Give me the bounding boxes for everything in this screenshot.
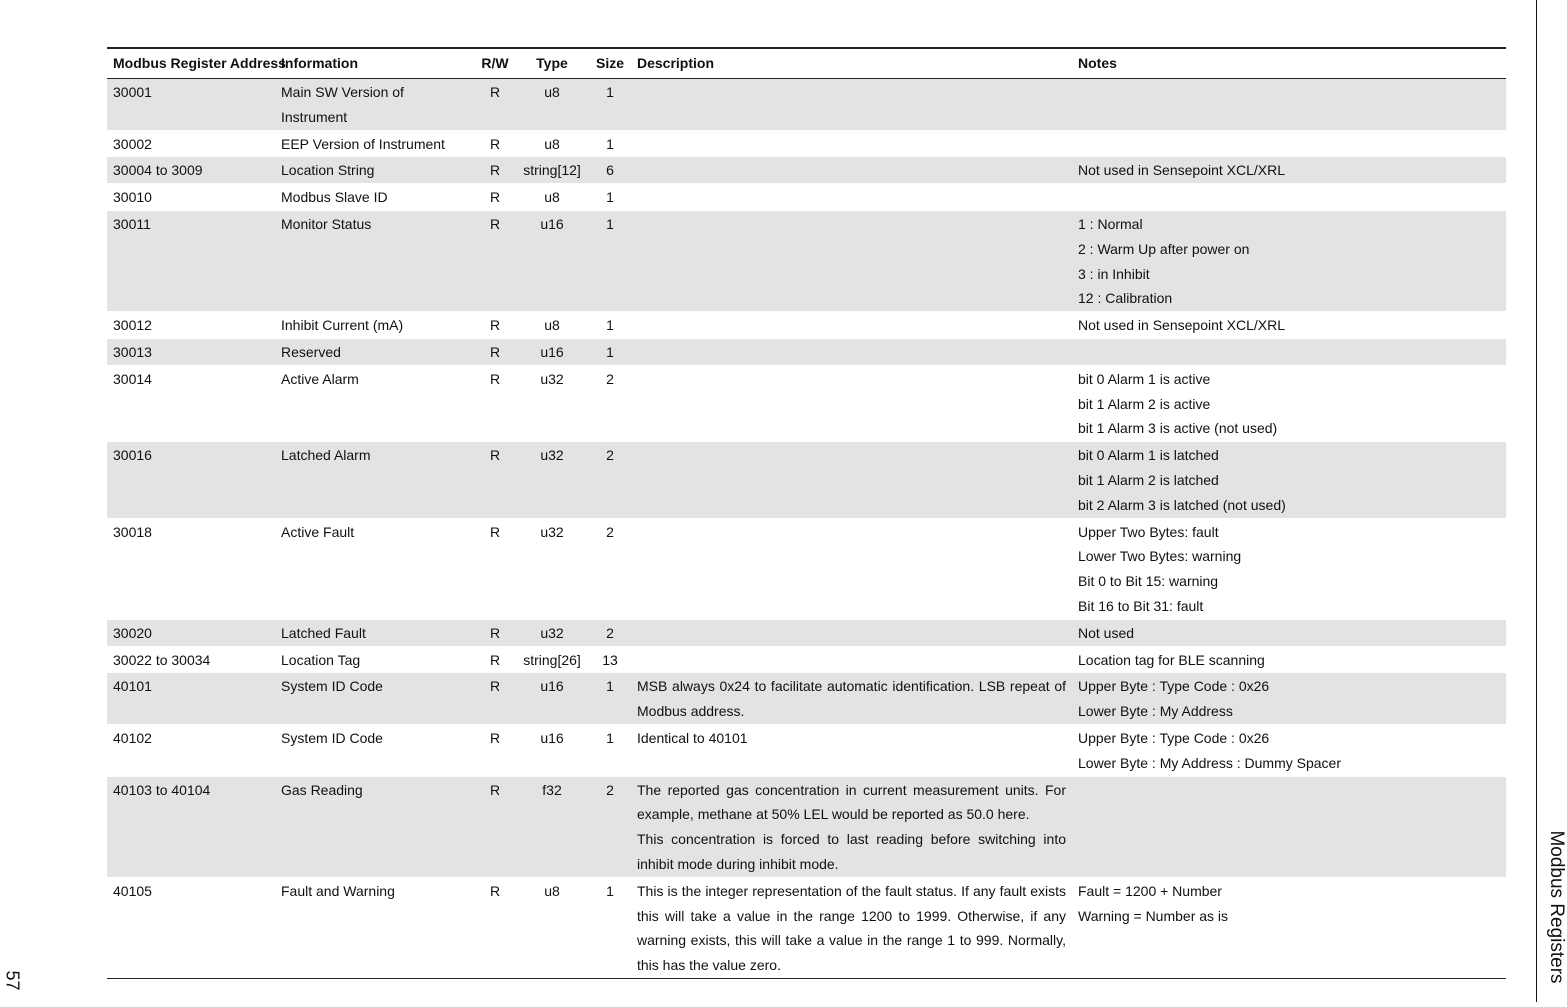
- cell-address: 30022 to 30034: [107, 646, 275, 673]
- header-notes: Notes: [1072, 48, 1506, 79]
- cell-rw: R: [475, 619, 515, 646]
- side-divider: [1536, 0, 1537, 1002]
- table-body: [107, 79, 1506, 979]
- cell-type: u32: [515, 619, 589, 646]
- note-line: bit 0 Alarm 1 is active: [1078, 370, 1211, 387]
- cell-rw: R: [475, 312, 515, 339]
- cell-description: [631, 518, 1072, 619]
- header-type: Type: [515, 48, 589, 79]
- header-description: Description: [631, 48, 1072, 79]
- cell-address: 40101: [107, 673, 275, 725]
- header-address: Modbus Register Address: [107, 48, 275, 79]
- note-line: 1 : Normal: [1078, 215, 1143, 232]
- cell-type: u8: [515, 877, 589, 978]
- cell-rw: R: [475, 210, 515, 311]
- cell-notes: [1072, 157, 1506, 184]
- cell-address: 30010: [107, 184, 275, 211]
- cell-type: u32: [515, 365, 589, 441]
- cell-description: [631, 877, 1072, 978]
- note-line: Location tag for BLE scanning: [1078, 651, 1265, 668]
- table-row: [107, 518, 1506, 619]
- note-line: Bit 16 to Bit 31: fault: [1078, 597, 1204, 614]
- cell-information: Active Alarm: [275, 365, 475, 441]
- cell-notes: [1072, 877, 1506, 978]
- cell-address: 30020: [107, 619, 275, 646]
- cell-rw: R: [475, 442, 515, 518]
- cell-information: Location String: [275, 157, 475, 184]
- note-line: Upper Byte : Type Code : 0x26: [1078, 729, 1270, 746]
- note-line: Fault = 1200 + Number: [1078, 882, 1222, 899]
- cell-size: 2: [589, 365, 631, 441]
- cell-rw: R: [475, 877, 515, 978]
- note-line: bit 0 Alarm 1 is latched: [1078, 447, 1219, 464]
- note-line: Not used in Sensepoint XCL/XRL: [1078, 317, 1286, 334]
- description-paragraph: Identical to 40101: [637, 729, 748, 746]
- cell-description: [631, 130, 1072, 157]
- modbus-register-table: [107, 47, 1506, 979]
- cell-description: [631, 776, 1072, 877]
- table-row: [107, 776, 1506, 877]
- cell-description: [631, 338, 1072, 365]
- cell-information: System ID Code: [275, 724, 475, 776]
- cell-notes: [1072, 673, 1506, 725]
- cell-size: 1: [589, 312, 631, 339]
- cell-type: u16: [515, 210, 589, 311]
- cell-size: 2: [589, 518, 631, 619]
- cell-address: 30012: [107, 312, 275, 339]
- cell-size: 13: [589, 646, 631, 673]
- header-size: Size: [589, 48, 631, 79]
- cell-type: u8: [515, 312, 589, 339]
- table-row: [107, 79, 1506, 131]
- cell-address: 40103 to 40104: [107, 776, 275, 877]
- cell-type: u16: [515, 724, 589, 776]
- note-line: Not used: [1078, 624, 1135, 641]
- cell-rw: R: [475, 79, 515, 131]
- note-line: Lower Byte : My Address: [1078, 703, 1233, 720]
- note-line: 2 : Warm Up after power on: [1078, 240, 1250, 257]
- cell-description: [631, 312, 1072, 339]
- cell-notes: [1072, 776, 1506, 877]
- note-line: bit 2 Alarm 3 is latched (not used): [1078, 496, 1286, 513]
- cell-notes: [1072, 442, 1506, 518]
- cell-rw: R: [475, 646, 515, 673]
- cell-notes: [1072, 646, 1506, 673]
- cell-address: 30013: [107, 338, 275, 365]
- cell-information: Reserved: [275, 338, 475, 365]
- note-line: 3 : in Inhibit: [1078, 265, 1150, 282]
- cell-notes: [1072, 79, 1506, 131]
- cell-information: Fault and Warning: [275, 877, 475, 978]
- cell-notes: [1072, 130, 1506, 157]
- cell-type: string[26]: [515, 646, 589, 673]
- cell-address: 30004 to 3009: [107, 157, 275, 184]
- cell-size: 1: [589, 130, 631, 157]
- cell-information: EEP Version of Instrument: [275, 130, 475, 157]
- cell-description: [631, 184, 1072, 211]
- table-row: [107, 619, 1506, 646]
- cell-size: 1: [589, 877, 631, 978]
- table-row: [107, 673, 1506, 725]
- description-paragraph: MSB always 0x24 to facilitate automatic identification. LSB repeat of Modbus address.: [637, 678, 1066, 720]
- header-information: Information: [275, 48, 475, 79]
- cell-description: [631, 210, 1072, 311]
- cell-information: Monitor Status: [275, 210, 475, 311]
- cell-information: Main SW Version of Instrument: [275, 79, 475, 131]
- cell-description: [631, 79, 1072, 131]
- cell-information: Latched Alarm: [275, 442, 475, 518]
- note-line: bit 1 Alarm 2 is active: [1078, 395, 1211, 412]
- cell-rw: R: [475, 365, 515, 441]
- cell-type: u16: [515, 338, 589, 365]
- cell-size: 2: [589, 776, 631, 877]
- cell-type: f32: [515, 776, 589, 877]
- description-paragraph: The reported gas concentration in current measurement units. For example, methane at 50% LEL would be reported as 50.0 here.: [637, 781, 1066, 823]
- cell-information: Location Tag: [275, 646, 475, 673]
- cell-notes: [1072, 619, 1506, 646]
- cell-description: [631, 157, 1072, 184]
- cell-information: Latched Fault: [275, 619, 475, 646]
- cell-size: 1: [589, 184, 631, 211]
- table-row: [107, 210, 1506, 311]
- note-line: Warning = Number as is: [1078, 907, 1229, 924]
- cell-type: u16: [515, 673, 589, 725]
- table-row: [107, 442, 1506, 518]
- cell-type: u32: [515, 442, 589, 518]
- cell-notes: [1072, 184, 1506, 211]
- section-title: Modbus Registers: [1546, 830, 1567, 984]
- cell-type: u8: [515, 184, 589, 211]
- cell-information: Modbus Slave ID: [275, 184, 475, 211]
- cell-rw: R: [475, 776, 515, 877]
- cell-address: 40102: [107, 724, 275, 776]
- cell-type: string[12]: [515, 157, 589, 184]
- table-row: [107, 877, 1506, 978]
- description-paragraph: This is the integer representation of the fault status. If any fault exists this will take a value in the range 1200 to 1999. Otherwise, if any warning exists, this will take a value in the range 1 to 999. Normally, this has the value zero.: [637, 882, 1066, 974]
- note-line: 12 : Calibration: [1078, 290, 1173, 307]
- cell-size: 6: [589, 157, 631, 184]
- note-line: Lower Byte : My Address : Dummy Spacer: [1078, 754, 1341, 771]
- table-row: [107, 724, 1506, 776]
- cell-rw: R: [475, 724, 515, 776]
- cell-type: u32: [515, 518, 589, 619]
- cell-description: [631, 365, 1072, 441]
- cell-address: 30014: [107, 365, 275, 441]
- cell-description: [631, 442, 1072, 518]
- cell-address: 30011: [107, 210, 275, 311]
- cell-size: 1: [589, 210, 631, 311]
- page-number: 57: [2, 970, 23, 991]
- table-row: [107, 157, 1506, 184]
- cell-address: 30002: [107, 130, 275, 157]
- cell-rw: R: [475, 157, 515, 184]
- note-line: Not used in Sensepoint XCL/XRL: [1078, 162, 1286, 179]
- cell-information: Gas Reading: [275, 776, 475, 877]
- cell-size: 1: [589, 673, 631, 725]
- cell-rw: R: [475, 673, 515, 725]
- table-header-row: [107, 48, 1506, 79]
- cell-address: 30001: [107, 79, 275, 131]
- cell-notes: [1072, 518, 1506, 619]
- cell-rw: R: [475, 130, 515, 157]
- cell-rw: R: [475, 184, 515, 211]
- note-line: bit 1 Alarm 3 is active (not used): [1078, 420, 1278, 437]
- cell-notes: [1072, 210, 1506, 311]
- cell-size: 1: [589, 338, 631, 365]
- note-line: Upper Two Bytes: fault: [1078, 523, 1219, 540]
- cell-notes: [1072, 312, 1506, 339]
- table-row: [107, 130, 1506, 157]
- note-line: Lower Two Bytes: warning: [1078, 548, 1242, 565]
- cell-description: [631, 646, 1072, 673]
- note-line: bit 1 Alarm 2 is latched: [1078, 471, 1219, 488]
- cell-information: Active Fault: [275, 518, 475, 619]
- cell-size: 2: [589, 619, 631, 646]
- table-row: [107, 646, 1506, 673]
- cell-address: 40105: [107, 877, 275, 978]
- cell-size: 1: [589, 79, 631, 131]
- note-line: Bit 0 to Bit 15: warning: [1078, 573, 1219, 590]
- cell-notes: [1072, 338, 1506, 365]
- cell-notes: [1072, 365, 1506, 441]
- cell-description: [631, 673, 1072, 725]
- description-paragraph: This concentration is forced to last reading before switching into inhibit mode during inhibit mode.: [637, 831, 1066, 872]
- note-line: Upper Byte : Type Code : 0x26: [1078, 678, 1270, 695]
- cell-rw: R: [475, 338, 515, 365]
- cell-address: 30016: [107, 442, 275, 518]
- cell-type: u8: [515, 79, 589, 131]
- table-row: [107, 338, 1506, 365]
- cell-information: Inhibit Current (mA): [275, 312, 475, 339]
- cell-address: 30018: [107, 518, 275, 619]
- table-row: [107, 312, 1506, 339]
- cell-size: 1: [589, 724, 631, 776]
- cell-description: [631, 619, 1072, 646]
- cell-notes: [1072, 724, 1506, 776]
- table-row: [107, 365, 1506, 441]
- header-rw: R/W: [475, 48, 515, 79]
- cell-description: [631, 724, 1072, 776]
- cell-rw: R: [475, 518, 515, 619]
- table-row: [107, 184, 1506, 211]
- cell-type: u8: [515, 130, 589, 157]
- cell-information: System ID Code: [275, 673, 475, 725]
- cell-size: 2: [589, 442, 631, 518]
